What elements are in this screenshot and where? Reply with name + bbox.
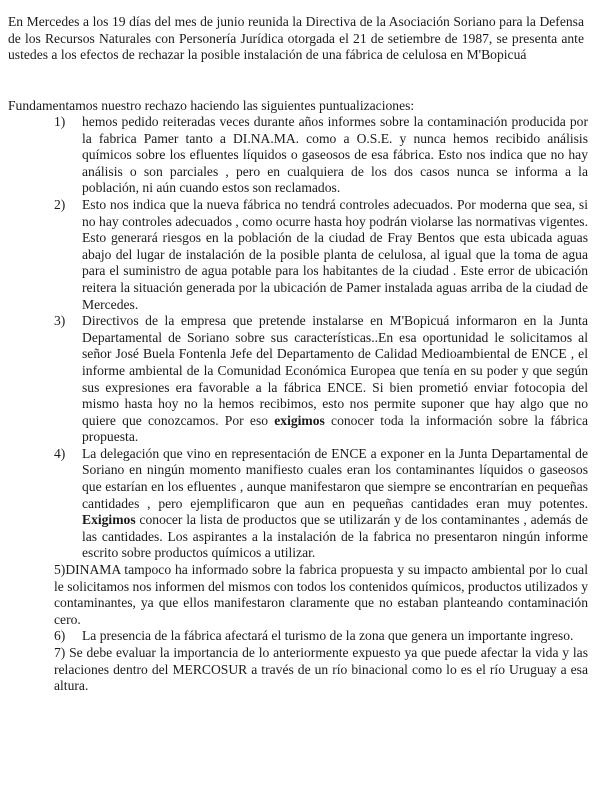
item-text-part: conocer toda la información sobre la fábrica propuesta. [82, 412, 588, 445]
item-text: hemos pedido reiteradas veces durante años informes sobre la contaminación producida por la fabrica Pamer tanto a DI.NA.MA. como a O.S.E. y nunca hemos recibido análisis químicos sobre los efluentes líquidos o gaseosos de esa fábrica. Esto nos indica que no hay análisis o son parciales , pero en cualquiera de los dos casos nunca se informa a la población, ni aún cuando estos son reclamados. [82, 114, 588, 196]
item-text [82, 313, 588, 446]
item-text-part: La presencia de la fábrica afectará el turismo de la zona que genera un importante ingreso. [82, 628, 574, 644]
item-text-part: DINAMA tampoco ha informado sobre la fabrica propuesta y su impacto ambiental por lo cual le solicitamos nos informen del mismos con todos los contenidos químicos, productos utilizados y contaminantes, ya que ellos manifestaron claramente que no estaban planteando contaminación cero. [54, 562, 588, 627]
list-item [54, 628, 588, 645]
list-item [54, 645, 588, 695]
list-item [54, 313, 588, 446]
list-item [54, 562, 588, 628]
item-text-part: La delegación que vino en representación de ENCE a exponer en la Junta Departamental de Soriano en ningún momento manifiesto cuales eran los contaminantes líquidos o gaseosos que estarían en los efluentes , aunque manifestaron que siempre se encontrarían en pequeñas cantidades , pero ejemplificaron que aun en pequeñas cantidades eran muy potentes. [82, 445, 588, 511]
item-number: 2) [54, 196, 66, 212]
emphasis-text: Exigimos [82, 512, 136, 528]
item-text [54, 562, 588, 628]
item-number: 3) [54, 313, 66, 329]
list-item [54, 196, 588, 313]
lead-sentence: Fundamentamos nuestro rechazo haciendo las siguientes puntualizaciones: [8, 98, 415, 113]
item-number: 6) [54, 628, 66, 644]
intro-paragraph: En Mercedes a los 19 días del mes de junio reunida la Directiva de la Asociación Soriano para la Defensa de los Recursos Naturales con Personería Jurídica otorgada el 21 de setiembre de 1987, se presenta ante ustedes a los efectos de rechazar la posible instalación de una fábrica de celulosa en M'Bopicuá [8, 14, 584, 63]
item-text [82, 446, 588, 562]
item-number: 1) [54, 114, 66, 129]
points-list [0, 114, 592, 695]
emphasis-text: exigimos [274, 412, 325, 428]
item-text [54, 645, 588, 695]
item-text-part: Se debe evaluar la importancia de lo anteriormente expuesto ya que puede afectar la vida y las relaciones dentro del MERCOSUR a través de un río binacional como lo es el río Uruguay a esa altura. [54, 645, 588, 694]
list-item [54, 114, 588, 197]
item-text-part: conocer la lista de productos que se utilizarán y de los contaminantes , además de las cantidades. Los aspirantes a la instalación de la fabrica no presentaron ningún informe escrito sobre productos químicos a utilizar. [82, 512, 588, 561]
item-number: 7) [54, 645, 66, 660]
item-number: 5) [54, 562, 66, 578]
item-text [54, 628, 588, 645]
list-item [54, 445, 588, 562]
item-number: 4) [54, 445, 66, 461]
item-text: Esto nos indica que la nueva fábrica no tendrá controles adecuados. Por moderna que sea, si no hay controles adecuados , como ocurre hasta hoy podrán violarse las normativas vigentes. Esto generará riesgos en la población de la ciudad de Fray Bentos que esta ubicada aguas abajo del lugar de instalación de la posible planta de celulosa, al igual que la toma de agua para el suministro de agua potable para los habitantes de la ciudad . Este error de ubicación reitera la situación generada por la ubicación de Pamer instalada aguas arriba de la ciudad de Mercedes. [82, 196, 588, 312]
item-text-part: Directivos de la empresa que pretende instalarse en M'Bopicuá informaron en la Junta Departamental de Soriano sobre sus características..En esa oportunidad le solicitamos al señor José Buela Fontenla Jefe del Departamento de Calidad Medioambiental de ENCE , el informe ambiental de la Comunidad Económica Europea que tenía en su poder y que según sus expresiones era favorable a la fábrica ENCE. Si bien prometió enviar fotocopia del mismo hasta hoy no la hemos recibimos, esto nos permite suponer que hay algo que no quiere que conozcamos. Por eso [82, 313, 588, 428]
